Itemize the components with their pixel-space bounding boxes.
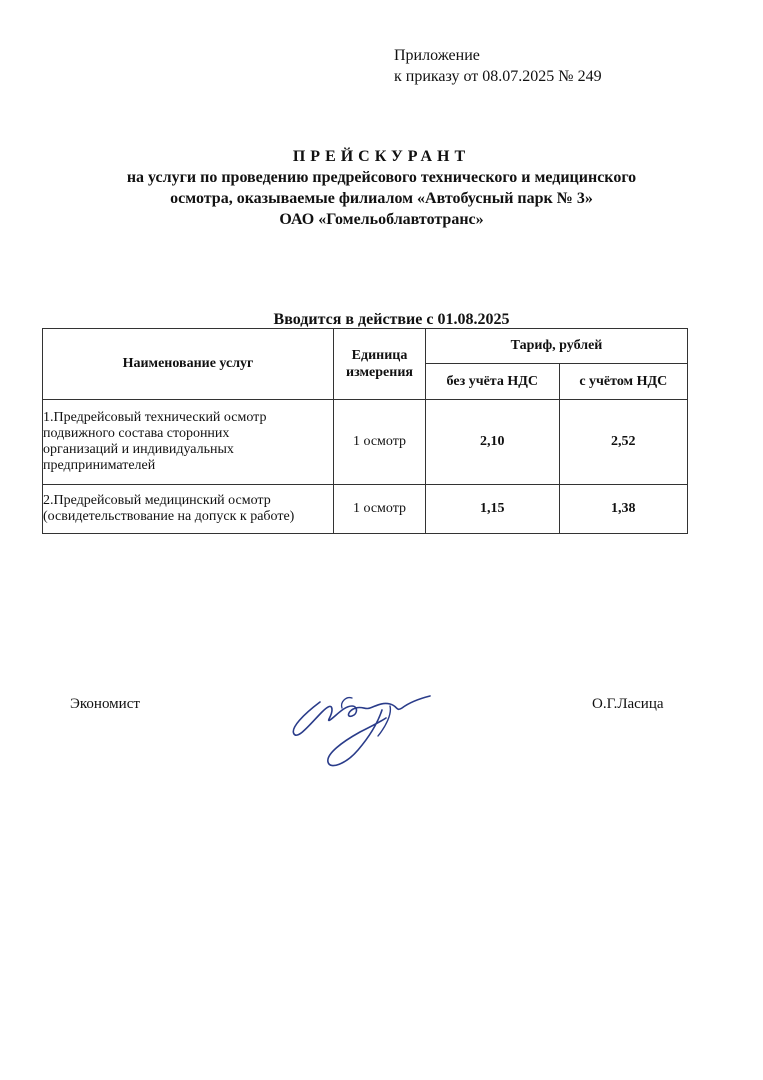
header-service-name: Наименование услуг xyxy=(43,329,334,400)
service-name-line: организаций и индивидуальных xyxy=(43,442,234,457)
title-line-3: ОАО «Гомельоблавтотранс» xyxy=(279,211,484,228)
header-unit xyxy=(334,329,426,400)
header-tariff: Тариф, рублей xyxy=(426,329,688,364)
price-without-vat-cell: 1,15 xyxy=(426,485,560,534)
price-without-vat-cell: 2,10 xyxy=(426,400,560,485)
annex-order-reference: к приказу от 08.07.2025 № 249 xyxy=(394,68,602,85)
annex-block xyxy=(394,45,602,87)
header-unit-line-1: Единица xyxy=(351,348,408,363)
unit-cell: 1 осмотр xyxy=(334,485,426,534)
service-name-line: 2.Предрейсовый медицинский осмотр xyxy=(43,493,271,508)
service-name-line: подвижного состава сторонних xyxy=(43,426,230,441)
annex-title: Приложение xyxy=(394,47,480,64)
title-line-1: на услуги по проведению предрейсового технического и медицинского xyxy=(126,169,637,186)
table-row xyxy=(43,485,688,534)
title-line-2: осмотра, оказываемые филиалом «Автобусный парк № 3» xyxy=(170,190,593,207)
header-unit-line-2: измерения xyxy=(346,365,413,380)
price-table xyxy=(42,328,688,534)
effective-date: Вводится в действие с 01.08.2025 xyxy=(273,311,510,328)
price-with-vat-cell: 1,38 xyxy=(559,485,687,534)
header-with-vat: с учётом НДС xyxy=(559,364,687,400)
document-title xyxy=(0,146,763,230)
unit-cell: 1 осмотр xyxy=(334,400,426,485)
service-name-line: 1.Предрейсовый технический осмотр xyxy=(43,410,267,425)
service-name-line: (освидетельствование на допуск к работе) xyxy=(43,509,295,524)
header-without-vat: без учёта НДС xyxy=(426,364,560,400)
price-with-vat-cell: 2,52 xyxy=(559,400,687,485)
position-title: Экономист xyxy=(70,696,140,712)
title-main: ПРЕЙСКУРАНТ xyxy=(292,148,471,165)
service-name-cell xyxy=(43,485,334,534)
signer-name: О.Г.Ласица xyxy=(592,696,664,712)
service-name-line: предпринимателей xyxy=(43,458,156,473)
service-name-cell xyxy=(43,400,334,485)
table-row xyxy=(43,400,688,485)
signature-image xyxy=(282,688,442,772)
